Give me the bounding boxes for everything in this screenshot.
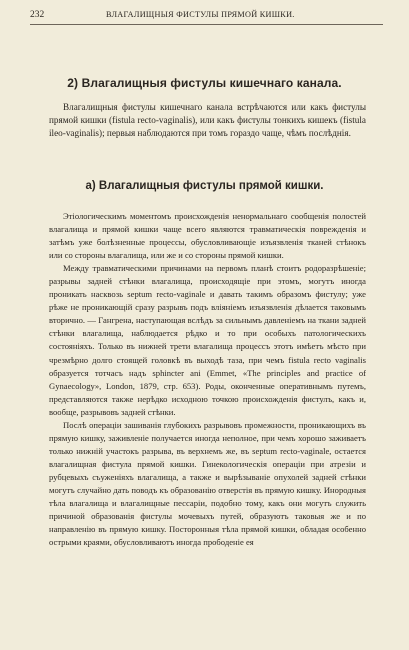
- paragraph-etiology: Этіологическимъ моментомъ происхожденія ненормальнаго сообщенія полостей влагалища и прямой кишки чаще всего являются травматическія поврежденія и затѣмъ уже болѣзненные процессы, обусловливающіе изъязвленія тканей стѣнокъ или со стороны влагалища, или же и со стороны прямой кишки.: [49, 211, 366, 261]
- header-rule: [30, 24, 383, 25]
- paragraph-operations: Послѣ операціи зашиванія глубокихъ разрывовъ промежности, проникающихъ въ прямую кишку, заживленіе получается иногда неполное, при чемъ хорошо заживаетъ только нижній участокъ разрыва, въ верхнемъ же, въ septum recto-vaginale, остается влагалищная фистула прямой кишки. Гинекологическія операціи при атрезіи и рубцевыхъ съуженіяхъ влагалища, а также и вырѣзываніе опухолей задней стѣнки могутъ случайно дать поводъ къ образованію отверстія въ прямую кишку. Инородныя тѣла влагалища и влагалищные пессаріи, подобно тому, какъ они могутъ служить причиной образованія фистулы мочевыхъ путей, образуютъ таковыя же и по направленію въ прямую кишку. Посторонныя тѣла прямой кишки, обладая особенно острыми краями, обусловливаютъ иногда прободеніе ея: [49, 419, 366, 548]
- running-title: ВЛАГАЛИЩНЫЯ ФИСТУЛЫ ПРЯМОЙ КИШКИ.: [106, 10, 295, 19]
- section-heading: 2) Влагалищныя фистулы кишечнаго канала.: [67, 76, 342, 90]
- paragraph-traumatic-causes: Между травматическими причинами на первомъ планѣ стоитъ родоразрѣшеніе; разрывы задней стѣнки влагалища, происходящіе при этомъ, могутъ иногда проникать насквозь septum recto-vaginale и давать такимъ образомъ фистулу; уже рѣже не проникающій сразу разрывъ подъ вліяніемъ изъязвленія дѣлается таковымъ вторично. — Гангрена, наступающая вслѣдъ за сильнымъ давленіемъ на ткани задней стѣнки влагалища, наблюдается рѣдко и то при особыхъ патологическихъ состояніяхъ. Только въ нижней трети влагалища процессъ этотъ имѣетъ мѣсто при чрезмѣрно долго стоящей головкѣ въ выходѣ таза, при чемъ fistula recto vaginalis образуется тотчасъ надъ sphincter ani (Emmet, «The principles and practice of Gynaecology», London, 1879, стр. 653). Роды, оконченные оперативнымъ путемъ, представляются также нерѣдко исходною точкою происхожденія фистулъ, какъ и, вообще, разрывовъ задней стѣнки.: [49, 263, 366, 417]
- running-header: [30, 8, 383, 22]
- section-intro-paragraph: Влагалищныя фистулы кишечнаго канала встрѣчаются или какъ фистулы прямой кишки (fistula recto-vaginalis), или какъ фистулы тонкихъ кишекъ (fistula ileo-vaginalis); первыя наблюдаются при томъ гораздо чаще, чѣмъ послѣднія.: [49, 102, 366, 139]
- page-number: 232: [30, 10, 45, 20]
- body-text: [49, 210, 366, 549]
- subsection-heading: а) Влагалищныя фистулы прямой кишки.: [85, 180, 324, 192]
